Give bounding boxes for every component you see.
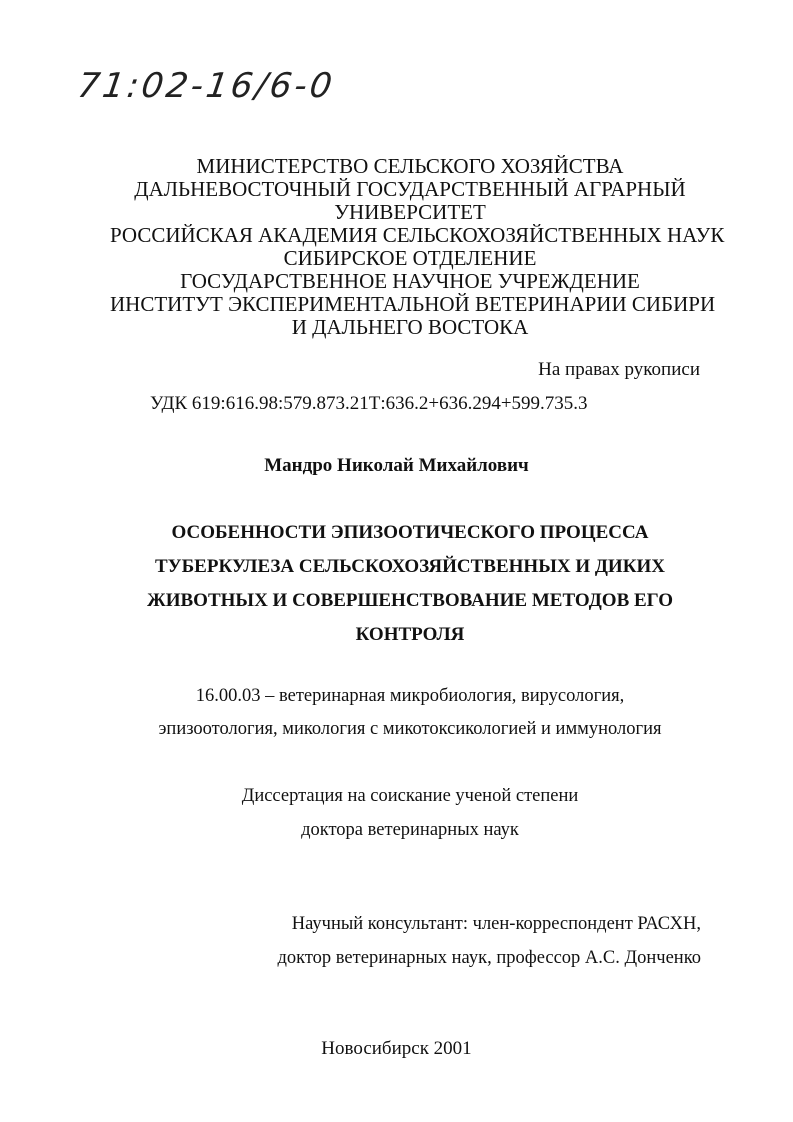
header-line: МИНИСТЕРСТВО СЕЛЬСКОГО ХОЗЯЙСТВА bbox=[196, 154, 624, 178]
city-year: Новосибирск 2001 bbox=[321, 1038, 472, 1059]
header-line: СИБИРСКОЕ ОТДЕЛЕНИЕ bbox=[283, 246, 537, 270]
degree-line: Диссертация на соискание ученой степени bbox=[241, 786, 579, 806]
manuscript-rights-note: На правах рукописи bbox=[538, 359, 700, 380]
header-line: РОССИЙСКАЯ АКАДЕМИЯ СЕЛЬСКОХОЗЯЙСТВЕННЫХ НАУК bbox=[110, 223, 725, 247]
title-line: ОСОБЕННОСТИ ЭПИЗООТИЧЕСКОГО ПРОЦЕССА bbox=[171, 522, 649, 543]
header-line: ГОСУДАРСТВЕННОЕ НАУЧНОЕ УЧРЕЖДЕНИЕ bbox=[180, 269, 640, 293]
title-line: ЖИВОТНЫХ И СОВЕРШЕНСТВОВАНИЕ МЕТОДОВ ЕГО bbox=[146, 590, 674, 611]
institution-header bbox=[110, 154, 725, 339]
handwritten-archive-code: 71:02-16/6-0 bbox=[75, 66, 338, 106]
dissertation-title bbox=[100, 516, 720, 652]
degree-line: доктора ветеринарных наук bbox=[301, 820, 519, 840]
specialty-line: эпизоотология, микология с микотоксикологией и иммунология bbox=[158, 719, 662, 739]
degree-statement bbox=[100, 779, 720, 847]
header-line: ДАЛЬНЕВОСТОЧНЫЙ ГОСУДАРСТВЕННЫЙ АГРАРНЫЙ bbox=[134, 177, 686, 201]
title-line: ТУБЕРКУЛЕЗА СЕЛЬСКОХОЗЯЙСТВЕННЫХ И ДИКИХ bbox=[155, 556, 665, 577]
consultant-line: доктор ветеринарных наук, профессор А.С. Донченко bbox=[277, 948, 701, 968]
consultant-line: Научный консультант: член-корреспондент РАСХН, bbox=[291, 914, 701, 934]
header-line: УНИВЕРСИТЕТ bbox=[334, 200, 486, 224]
specialty-line: 16.00.03 – ветеринарная микробиология, вирусология, bbox=[195, 686, 625, 706]
scientific-consultant bbox=[277, 907, 701, 975]
author-name: Мандро Николай Михайлович bbox=[264, 455, 529, 476]
title-line: КОНТРОЛЯ bbox=[355, 624, 465, 645]
header-line: ИНСТИТУТ ЭКСПЕРИМЕНТАЛЬНОЙ ВЕТЕРИНАРИИ СИБИРИ bbox=[110, 292, 716, 316]
header-line: И ДАЛЬНЕГО ВОСТОКА bbox=[291, 315, 529, 339]
specialty-code bbox=[90, 680, 730, 746]
udc-code: УДК 619:616.98:579.873.21Т:636.2+636.294+599.735.3 bbox=[150, 393, 588, 414]
